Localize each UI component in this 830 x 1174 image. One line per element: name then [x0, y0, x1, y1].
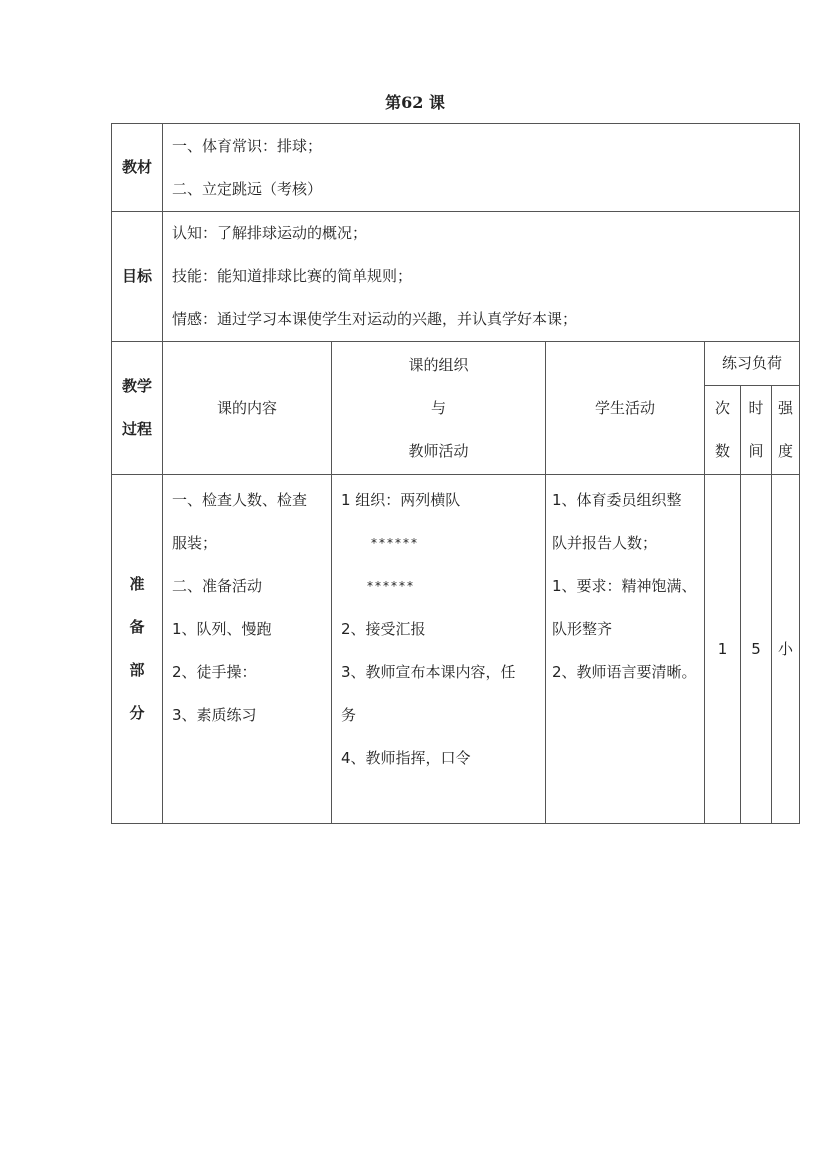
content-line: 一、检查人数、检查 — [172, 491, 308, 509]
goal-line: 认知：了解排球运动的概况； — [172, 224, 368, 242]
header-process — [112, 342, 163, 475]
header-count-text: 次 — [714, 399, 730, 417]
section-label-char: 分 — [129, 704, 145, 722]
header-process-text: 过程 — [121, 420, 152, 438]
organization-line: 3、教师宣布本课内容，任 — [341, 663, 516, 681]
goals-label: 目标 — [112, 212, 163, 342]
header-intensity — [772, 386, 800, 475]
header-count — [705, 386, 741, 475]
student-line: 1、体育委员组织整 — [552, 491, 682, 509]
header-time-text: 时 — [748, 399, 764, 417]
formation-stars: ****** — [367, 579, 415, 593]
goals-content — [163, 212, 800, 342]
content-line: 二、准备活动 — [172, 577, 263, 595]
header-time-text: 间 — [748, 442, 764, 460]
header-load: 练习负荷 — [705, 342, 800, 386]
header-organization-text: 教师活动 — [408, 441, 469, 460]
lesson-plan-table — [111, 123, 800, 824]
student-line: 队并报告人数； — [552, 534, 658, 552]
content-line: 1、队列、慢跑 — [172, 620, 272, 638]
header-organization — [332, 342, 546, 475]
header-organization-text: 课的组织 — [408, 355, 469, 374]
section-content — [163, 475, 332, 824]
student-line: 1、要求：精神饱满、 — [552, 577, 697, 595]
material-row — [112, 124, 800, 212]
header-content: 课的内容 — [163, 342, 332, 475]
section-label-char: 准 — [129, 575, 145, 593]
organization-line: 4、教师指挥，口令 — [341, 749, 471, 767]
goals-row — [112, 212, 800, 342]
header-student: 学生活动 — [546, 342, 705, 475]
section-label-char: 部 — [129, 661, 145, 679]
section-label-char: 备 — [129, 618, 145, 636]
header-intensity-text: 强 — [778, 399, 794, 417]
section-student — [546, 475, 705, 824]
organization-line: 务 — [341, 706, 357, 724]
goal-line: 情感：通过学习本课使学生对运动的兴趣，并认真学好本课； — [172, 310, 578, 328]
section-intensity: 小 — [772, 475, 800, 824]
header-intensity-text: 度 — [778, 442, 794, 460]
section-organization — [332, 475, 546, 824]
material-line: 二、立定跳远（考核） — [172, 179, 323, 198]
preparation-row — [112, 475, 800, 824]
material-label: 教材 — [112, 124, 163, 212]
student-line: 队形整齐 — [552, 620, 613, 638]
lesson-title: 第62 课 — [385, 93, 445, 112]
section-time: 5 — [741, 475, 772, 824]
material-line: 一、体育常识：排球； — [172, 136, 323, 155]
student-line: 2、教师语言要清晰。 — [552, 663, 697, 681]
content-line: 3、素质练习 — [172, 706, 257, 724]
content-line: 服装； — [172, 534, 218, 552]
content-line: 2、徒手操： — [172, 663, 257, 681]
section-label — [112, 475, 163, 824]
header-row — [112, 342, 800, 386]
organization-line: 1 组织：两列横队 — [341, 491, 461, 509]
goal-line: 技能：能知道排球比赛的简单规则； — [172, 267, 413, 285]
material-content — [163, 124, 800, 212]
header-organization-text: 与 — [430, 398, 446, 417]
header-count-text: 数 — [714, 442, 730, 460]
header-process-text: 教学 — [121, 377, 152, 395]
organization-line: 2、接受汇报 — [341, 620, 426, 638]
header-time — [741, 386, 772, 475]
section-count: 1 — [705, 475, 741, 824]
formation-stars: ****** — [371, 536, 419, 550]
